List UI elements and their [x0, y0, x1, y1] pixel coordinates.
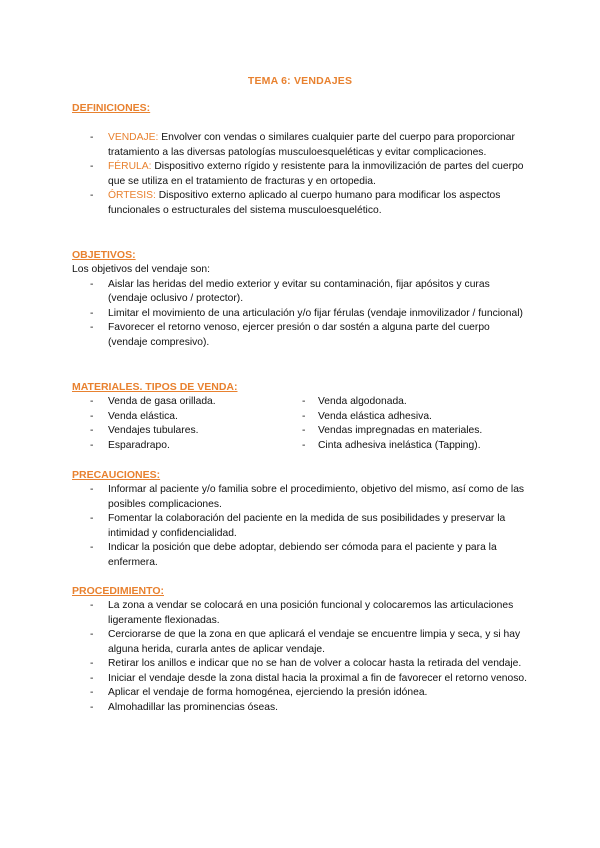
list-item: - Vendajes tubulares.	[72, 424, 302, 439]
list-item: - Venda de gasa orillada.	[72, 395, 302, 410]
section-heading: MATERIALES. TIPOS DE VENDA:	[72, 381, 238, 393]
procedimiento-list	[72, 599, 532, 715]
definiciones-list	[72, 131, 532, 218]
materiales-list-right	[302, 395, 532, 453]
term: FÉRULA:	[108, 161, 152, 172]
materiales-list-left	[72, 395, 302, 453]
dash-bullet: -	[90, 307, 94, 319]
list-item: - Limitar el movimiento de una articulación y/o fijar férulas (vendaje inmovilizador / funcional)	[72, 307, 532, 322]
dash-bullet: -	[90, 672, 94, 684]
list-item: - Venda algodonada.	[302, 395, 532, 410]
list-item: - Fomentar la colaboración del paciente en la medida de sus posibilidades y preservar la intimidad y confidencialidad.	[90, 513, 506, 539]
list-item: - Esparadrapo.	[72, 439, 302, 454]
list-item	[72, 131, 532, 160]
list-item: - La zona a vendar se colocará en una posición funcional y colocaremos las articulaciones ligeramente flexionadas.	[90, 600, 514, 626]
dash-bullet: -	[90, 425, 94, 436]
list-item: - Aislar las heridas del medio exterior y evitar su contaminación, fijar apósitos y curas (vendaje oclusivo / protector).	[90, 278, 490, 304]
section-heading: DEFINICIONES:	[72, 102, 151, 114]
term: VENDAJE:	[108, 132, 159, 143]
section-definiciones	[72, 101, 532, 218]
materiales-columns	[72, 395, 532, 453]
intro-text: Los objetivos del vendaje son:	[72, 264, 210, 275]
list-item: - Cerciorarse de que la zona en que aplicará el vendaje se encuentre limpia y seca, y si hay alguna herida, curarla antes de aplicar vendaje.	[90, 629, 521, 655]
dash-bullet: -	[90, 687, 94, 698]
term: ÓRTESIS:	[108, 190, 156, 201]
dash-bullet: -	[90, 278, 94, 290]
list-item: - Favorecer el retorno venoso, ejercer presión o dar sostén a alguna parte del cuerpo (vendaje compresivo).	[90, 322, 490, 348]
dash-bullet: -	[302, 439, 306, 451]
list-item: - Informar al paciente y/o familia sobre el procedimiento, objetivo del mismo, así como de las posibles complicaciones.	[90, 484, 525, 510]
section-objetivos	[72, 248, 532, 350]
list-item: - Venda elástica adhesiva.	[302, 410, 532, 425]
dash-bullet: -	[90, 439, 94, 451]
dash-bullet: -	[302, 425, 306, 436]
definition-text: Dispositivo externo rígido y resistente para la inmovilización de partes del cuerpo que se utiliza en el tratamiento de fracturas y en ortopedia.	[108, 161, 524, 187]
dash-bullet: -	[90, 161, 94, 172]
dash-bullet: -	[90, 410, 94, 422]
dash-bullet: -	[90, 600, 94, 611]
list-item: - Venda elástica.	[72, 410, 302, 425]
section-heading: PROCEDIMIENTO:	[72, 585, 164, 597]
dash-bullet: -	[90, 542, 94, 553]
list-item: - Cinta adhesiva inelástica (Tapping).	[302, 439, 532, 454]
page-title: TEMA 6: VENDAJES	[247, 75, 353, 87]
list-item: - Vendas impregnadas en materiales.	[302, 424, 532, 439]
list-item: - Almohadillar las prominencias óseas.	[72, 701, 532, 716]
objetivos-list	[72, 278, 532, 351]
list-item: - Indicar la posición que debe adoptar, debiendo ser cómoda para el paciente y para la enfermera.	[90, 542, 497, 568]
list-item: - Aplicar el vendaje de forma homogénea, ejerciendo la presión idónea.	[72, 686, 532, 701]
precauciones-list	[72, 483, 532, 570]
section-heading: PRECAUCIONES:	[72, 469, 161, 481]
dash-bullet: -	[90, 190, 94, 201]
definition-text: Envolver con vendas o similares cualquier parte del cuerpo para proporcionar tratamiento a las diversas patologías musculoesqueléticas y evitar complicaciones.	[108, 132, 515, 158]
dash-bullet: -	[90, 658, 94, 669]
dash-bullet: -	[90, 484, 94, 495]
section-heading: OBJETIVOS:	[72, 249, 136, 261]
section-precauciones	[72, 468, 532, 570]
list-item: - Iniciar el vendaje desde la zona distal hacia la proximal a fin de favorecer el retorno venoso.	[72, 672, 532, 687]
dash-bullet: -	[90, 396, 94, 407]
section-procedimiento	[72, 584, 532, 715]
definition-text: Dispositivo externo aplicado al cuerpo humano para modificar los aspectos funcionales o estructurales del sistema musculoesquelético.	[108, 190, 501, 216]
dash-bullet: -	[90, 513, 94, 524]
list-item: - Retirar los anillos e indicar que no se han de volver a colocar hasta la retirada del vendaje.	[72, 657, 532, 672]
dash-bullet: -	[90, 701, 94, 713]
dash-bullet: -	[90, 629, 94, 640]
list-item	[72, 189, 532, 218]
dash-bullet: -	[90, 132, 94, 143]
section-materiales	[72, 380, 532, 453]
dash-bullet: -	[302, 396, 306, 407]
dash-bullet: -	[90, 322, 94, 333]
list-item	[72, 160, 532, 189]
dash-bullet: -	[302, 410, 306, 422]
